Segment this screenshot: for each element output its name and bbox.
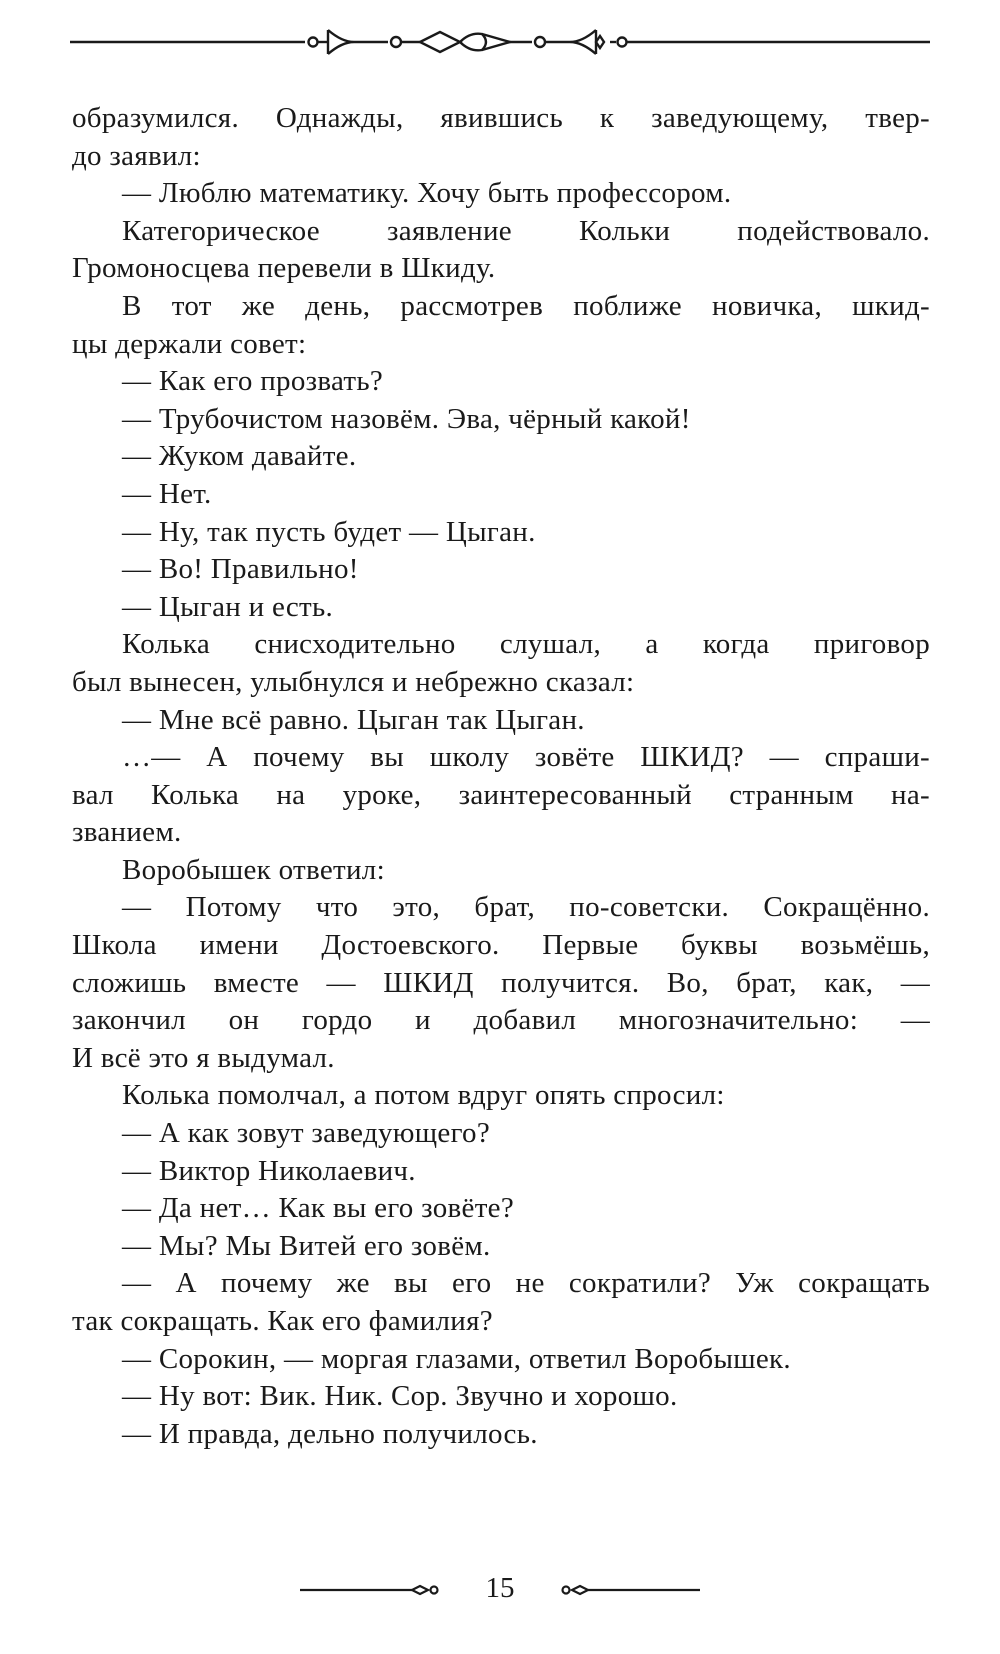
text-line: Категорическое заявление Кольки подействовало. xyxy=(122,214,930,247)
text-line: Воробышек ответил: xyxy=(122,853,385,886)
text-line: — И правда, дельно получилось. xyxy=(122,1417,538,1450)
text-line: — Мне всё равно. Цыган так Цыган. xyxy=(122,703,585,736)
text-line: — Потому что это, брат, по-советски. Сокращённо. xyxy=(122,891,930,924)
text-line: званием. xyxy=(72,816,182,849)
text-line: — Ну вот: Вик. Ник. Сор. Звучно и хорошо. xyxy=(122,1380,678,1413)
text-line: так сокращать. Как его фамилия? xyxy=(72,1305,493,1337)
page-footer xyxy=(300,1568,700,1612)
text-line: — Да нет… Как вы его зовёте? xyxy=(122,1192,515,1225)
text-line: …— А почему вы школу зовёте ШКИД? — спраши- xyxy=(122,741,930,774)
text-line: вал Колька на уроке, заинтересованный странным на- xyxy=(72,778,930,811)
text-line: Колька снисходительно слушал, а когда приговор xyxy=(122,628,930,661)
text-line: — Трубочистом назовём. Эва, чёрный какой! xyxy=(122,402,691,435)
text-line: — Цыган и есть. xyxy=(122,590,334,623)
text-line: Громоносцева перевели в Шкиду. xyxy=(72,252,496,285)
page-text xyxy=(72,100,930,1453)
text-line: образумился. Однажды, явившись к заведующему, твер- xyxy=(72,102,930,134)
text-line: — Жуком давайте. xyxy=(122,440,357,473)
text-line: закончил он гордо и добавил многозначительно: — xyxy=(72,1004,930,1037)
top-ornament xyxy=(70,22,930,70)
text-line: — Как его прозвать? xyxy=(122,365,384,398)
text-line: — Сорокин, — моргая глазами, ответил Воробышек. xyxy=(122,1342,791,1375)
text-line: сложишь вместе — ШКИД получится. Во, брат, как, — xyxy=(72,966,930,999)
text-line: Колька помолчал, а потом вдруг опять спросил: xyxy=(122,1079,725,1112)
text-line: — А как зовут заведующего? xyxy=(122,1117,491,1150)
text-line: — Виктор Николаевич. xyxy=(122,1154,416,1187)
text-line: Школа имени Достоевского. Первые буквы возьмёшь, xyxy=(72,929,930,962)
text-line: до заявил: xyxy=(72,139,201,172)
page-number: 15 xyxy=(485,1572,515,1604)
text-line: был вынесен, улыбнулся и небрежно сказал: xyxy=(72,665,635,698)
text-line: — Ну, так пусть будет — Цыган. xyxy=(122,515,536,548)
text-line: В тот же день, рассмотрев поближе новичка, шкид- xyxy=(122,289,930,322)
text-line: И всё это я выдумал. xyxy=(72,1041,335,1074)
text-line: — Мы? Мы Витей его зовём. xyxy=(122,1229,491,1262)
text-line: — Во! Правильно! xyxy=(122,553,359,586)
text-line: — Люблю математику. Хочу быть профессором. xyxy=(122,177,732,210)
text-line: — Нет. xyxy=(122,477,212,510)
text-line: — А почему же вы его не сократили? Уж сокращать xyxy=(122,1267,930,1300)
text-line: цы держали совет: xyxy=(72,327,307,360)
